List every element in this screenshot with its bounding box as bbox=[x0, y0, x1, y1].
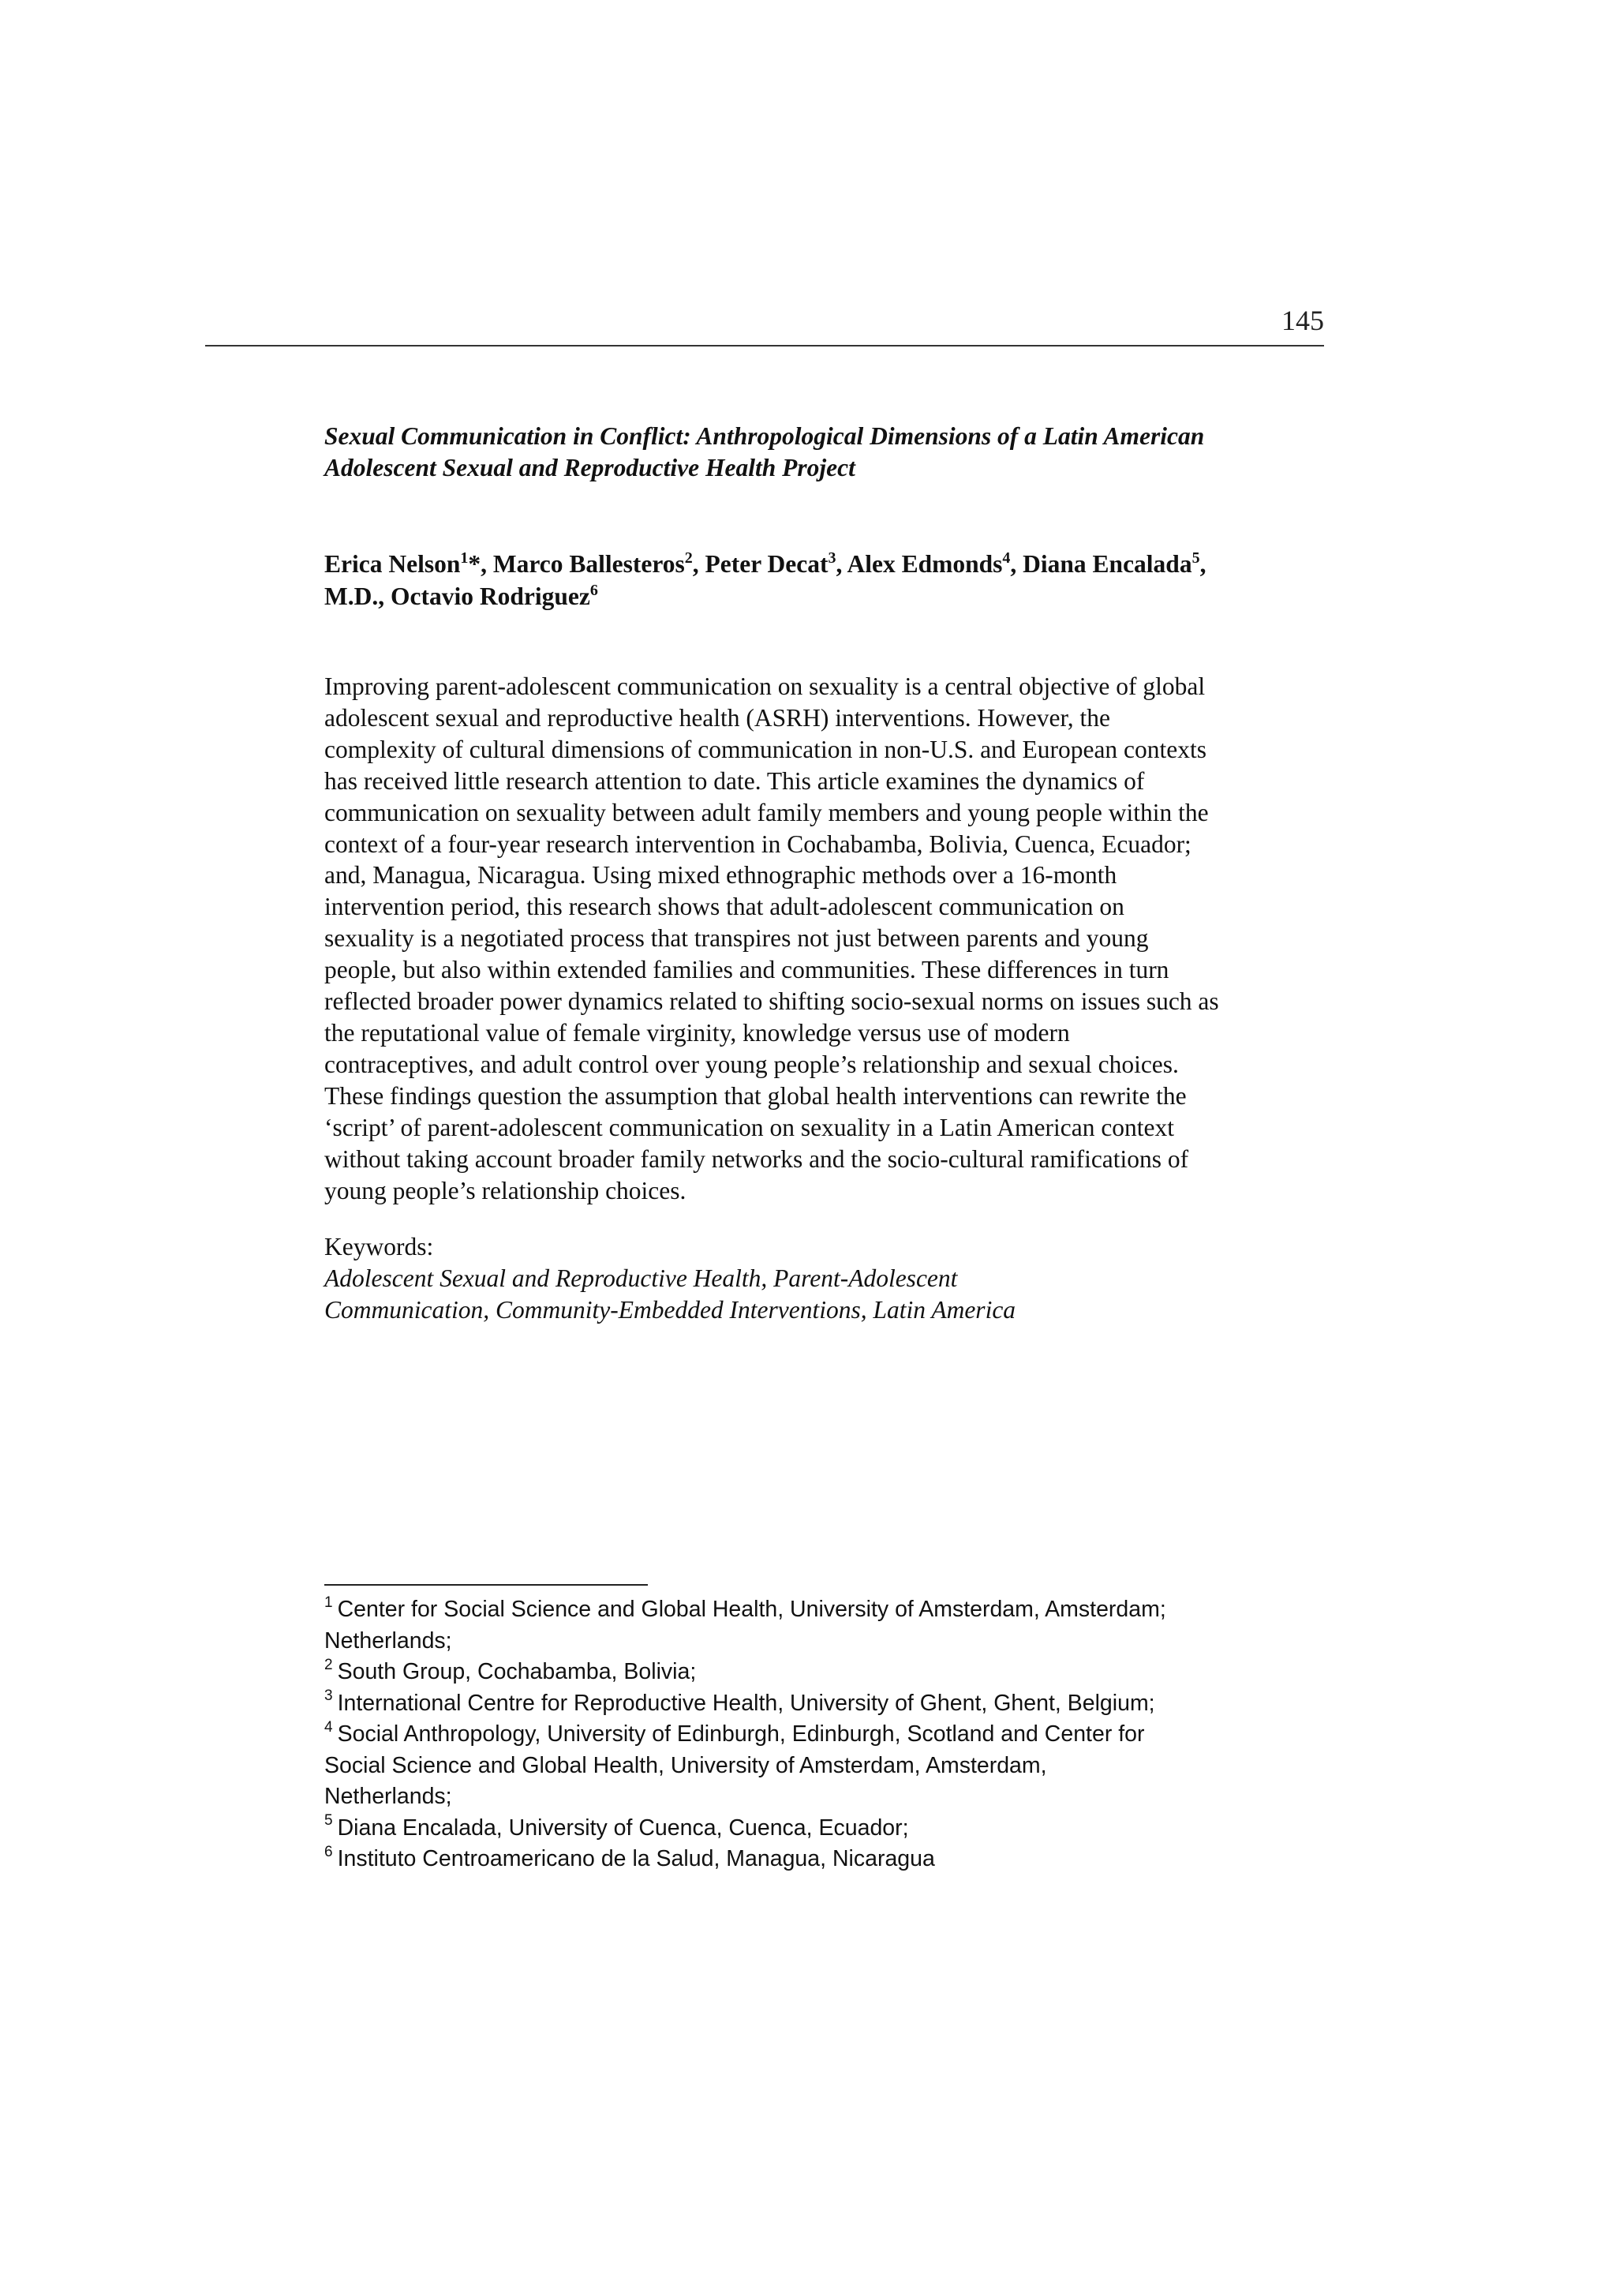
footnote-line bbox=[324, 1813, 1334, 1845]
footnote-number: 6 bbox=[324, 1843, 333, 1860]
author-name: Peter Decat bbox=[705, 550, 829, 578]
footnote-line bbox=[324, 1844, 1334, 1875]
footnote-text: Center for Social Science and Global Health, University of Amsterdam, Amsterdam; bbox=[337, 1597, 1166, 1622]
abstract-line: has received little research attention to date. This article examines the dynamics of bbox=[324, 766, 1145, 795]
abstract-line: people, but also within extended families and communities. These differences in turn bbox=[324, 956, 1169, 984]
footnote-number: 5 bbox=[324, 1812, 333, 1829]
author-name: M.D., Octavio Rodriguez bbox=[324, 582, 590, 610]
footnote-text: Instituto Centroamericano de la Salud, Managua, Nicaragua bbox=[337, 1846, 935, 1871]
abstract-line: Improving parent-adolescent communication on sexuality is a central objective of global bbox=[324, 672, 1206, 700]
author-list bbox=[324, 548, 1334, 612]
keywords-list: Adolescent Sexual and Reproductive Health, Parent-Adolescent bbox=[324, 1264, 958, 1292]
keywords-line bbox=[324, 1294, 1334, 1326]
author-affiliation-mark: 4 bbox=[1002, 549, 1011, 567]
author-line bbox=[324, 580, 1334, 612]
abstract-line: intervention period, this research shows that adult-adolescent communication on bbox=[324, 893, 1124, 921]
footnote-6 bbox=[324, 1844, 1334, 1875]
footnote-line bbox=[324, 1751, 1334, 1782]
footnote-line bbox=[324, 1688, 1334, 1720]
footnote-line bbox=[324, 1626, 1334, 1657]
page-number: 145 bbox=[1281, 305, 1324, 336]
title-line: Sexual Communication in Conflict: Anthropological Dimensions of a Latin American bbox=[324, 422, 1205, 450]
footnote-text: Netherlands; bbox=[324, 1784, 452, 1809]
footnote-rule bbox=[324, 1584, 648, 1586]
author-affiliation-mark: 1 bbox=[460, 549, 469, 567]
footnote-text: Social Anthropology, University of Edinburgh, Edinburgh, Scotland and Center for bbox=[337, 1721, 1145, 1747]
abstract-line: communication on sexuality between adult family members and young people within the bbox=[324, 798, 1209, 826]
footnote-text: International Centre for Reproductive Health, University of Ghent, Ghent, Belgium; bbox=[337, 1690, 1155, 1716]
footnote-line bbox=[324, 1781, 1334, 1813]
footnote-4 bbox=[324, 1719, 1334, 1813]
abstract-line: and, Managua, Nicaragua. Using mixed ethnographic methods over a 16-month bbox=[324, 861, 1117, 890]
abstract-line: without taking account broader family networks and the socio-cultural ramifications of bbox=[324, 1144, 1189, 1173]
abstract-line: the reputational value of female virginity, knowledge versus use of modern bbox=[324, 1018, 1070, 1047]
footnote-number: 2 bbox=[324, 1656, 333, 1673]
footnote-5 bbox=[324, 1813, 1334, 1845]
abstract-line: adolescent sexual and reproductive health (ASRH) interventions. However, the bbox=[324, 703, 1110, 732]
footnote-number: 3 bbox=[324, 1687, 333, 1704]
abstract-line: young people’s relationship choices. bbox=[324, 1176, 686, 1204]
abstract-line: reflected broader power dynamics related to shifting socio-sexual norms on issues such as bbox=[324, 987, 1219, 1016]
author-affiliation-mark: 6 bbox=[589, 581, 598, 599]
author-line bbox=[324, 548, 1334, 580]
author-separator: , bbox=[1010, 550, 1023, 578]
footnote-text: Diana Encalada, University of Cuenca, Cuenca, Ecuador; bbox=[337, 1815, 909, 1841]
abstract-line: complexity of cultural dimensions of communication in non-U.S. and European contexts bbox=[324, 735, 1207, 763]
author-separator: , bbox=[836, 550, 847, 578]
author-separator: , bbox=[692, 550, 705, 578]
header-rule bbox=[205, 345, 1324, 346]
author-separator: *, bbox=[468, 550, 493, 578]
author-name: Erica Nelson bbox=[324, 550, 461, 578]
footnote-line bbox=[324, 1719, 1334, 1751]
abstract-line: ‘script’ of parent-adolescent communication on sexuality in a Latin American context bbox=[324, 1113, 1175, 1141]
author-affiliation-mark: 5 bbox=[1191, 549, 1200, 567]
footnote-number: 1 bbox=[324, 1594, 333, 1611]
abstract bbox=[324, 671, 1334, 1206]
author-affiliation-mark: 2 bbox=[684, 549, 693, 567]
title-line: Adolescent Sexual and Reproductive Health Project bbox=[324, 454, 855, 481]
footnote-line bbox=[324, 1594, 1334, 1626]
footnote-3 bbox=[324, 1688, 1334, 1720]
keywords bbox=[324, 1231, 1334, 1326]
abstract-line: context of a four-year research intervention in Cochabamba, Bolivia, Cuenca, Ecuador; bbox=[324, 830, 1191, 858]
author-name: Marco Ballesteros bbox=[492, 550, 685, 578]
footnote-text: Netherlands; bbox=[324, 1627, 452, 1654]
author-name: Alex Edmonds bbox=[847, 550, 1003, 578]
footnote-text: South Group, Cochabamba, Bolivia; bbox=[337, 1659, 697, 1684]
abstract-line: These findings question the assumption that global health interventions can rewrite the bbox=[324, 1081, 1187, 1110]
keywords-list: Communication, Community-Embedded Interventions, Latin America bbox=[324, 1296, 1016, 1324]
footnote-number: 4 bbox=[324, 1718, 333, 1736]
author-name: Diana Encalada bbox=[1023, 550, 1192, 578]
author-separator: , bbox=[1199, 550, 1206, 578]
abstract-line: sexuality is a negotiated process that transpires not just between parents and young bbox=[324, 924, 1149, 953]
keywords-label: Keywords: bbox=[324, 1233, 434, 1260]
footnotes bbox=[324, 1594, 1334, 1875]
article-title bbox=[324, 421, 1334, 484]
abstract-line: contraceptives, and adult control over young people’s relationship and sexual choices. bbox=[324, 1050, 1179, 1078]
author-affiliation-mark: 3 bbox=[828, 549, 836, 567]
keywords-line bbox=[324, 1231, 1334, 1294]
footnote-1 bbox=[324, 1594, 1334, 1657]
footnote-2 bbox=[324, 1657, 1334, 1688]
footnote-line bbox=[324, 1657, 1334, 1688]
footnote-text: Social Science and Global Health, University of Amsterdam, Amsterdam, bbox=[324, 1752, 1047, 1778]
